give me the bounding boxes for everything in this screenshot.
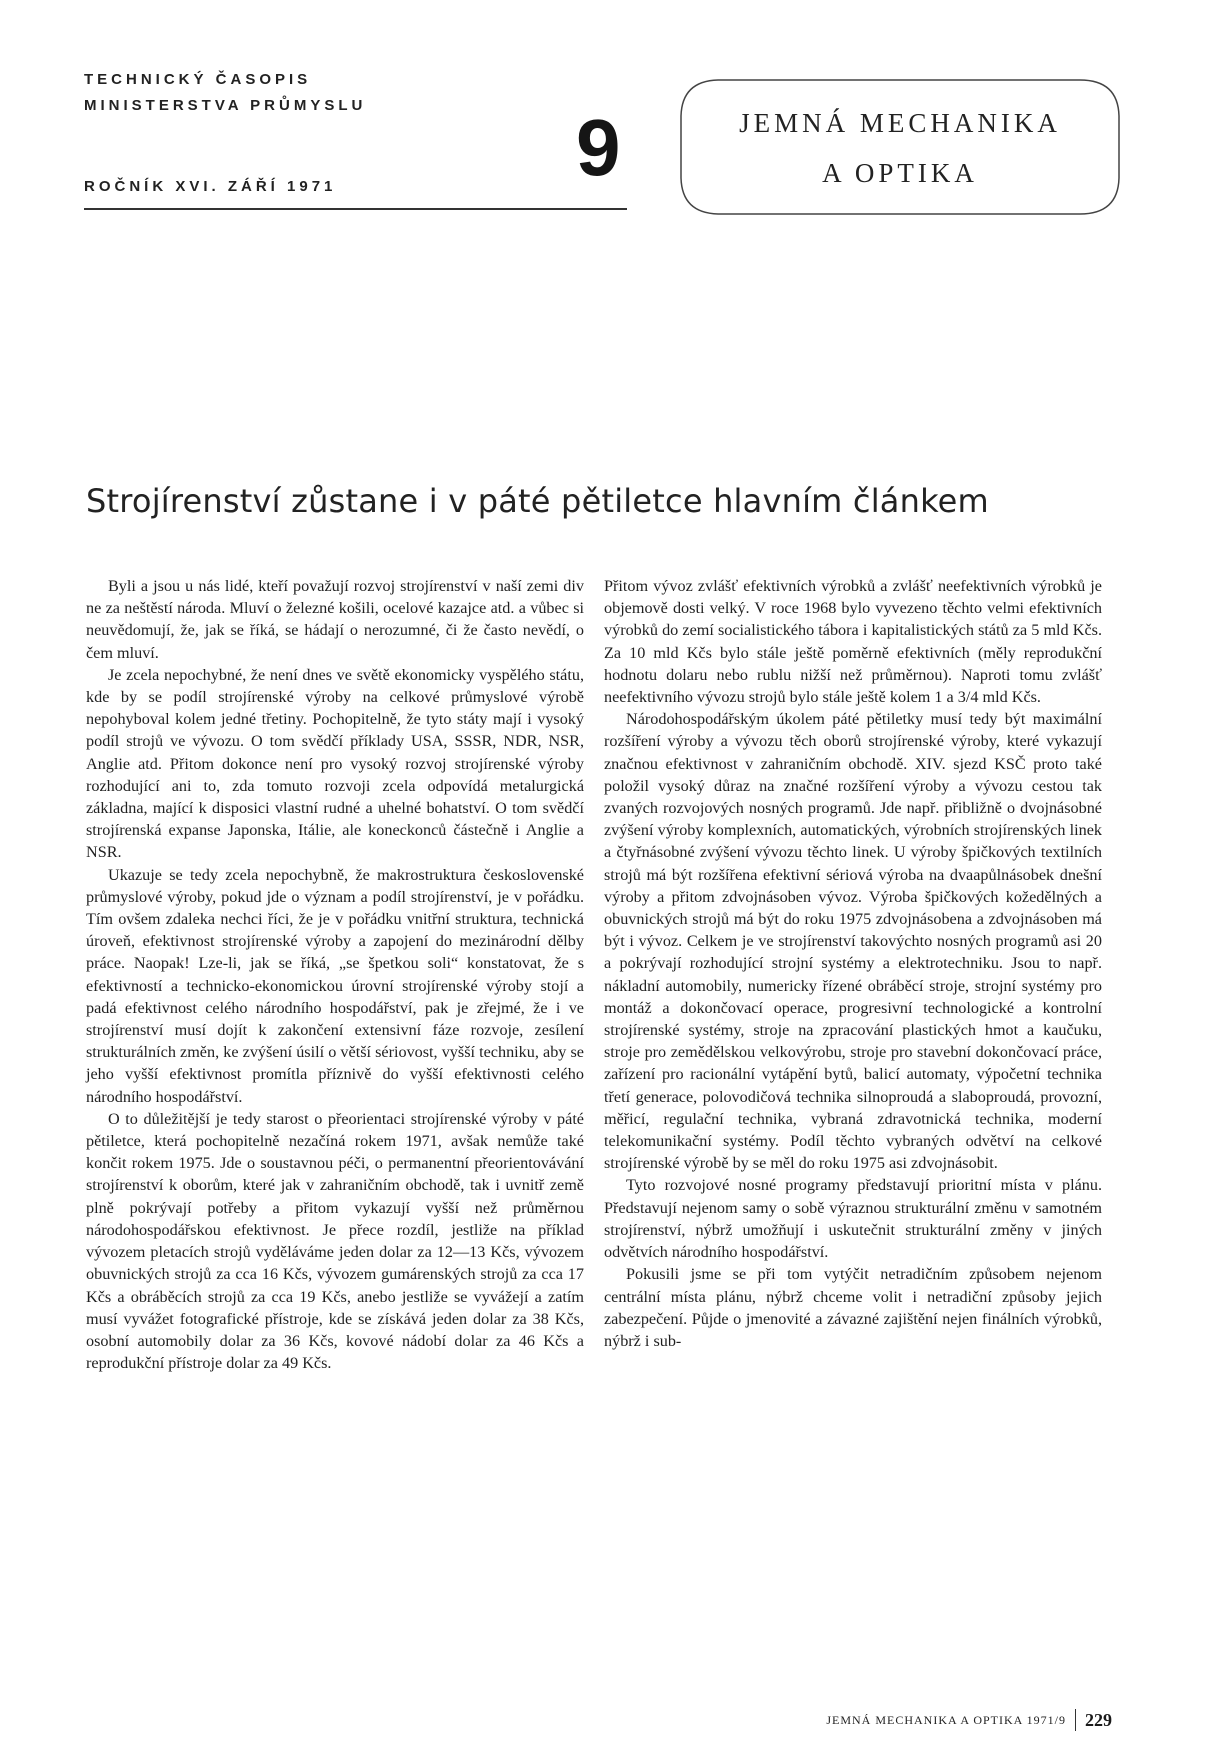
article-paragraph: Byli a jsou u nás lidé, kteří považují rozvoj strojírenství v naší zemi div ne za neštěstí národa. Mluví o železné košili, ocelové kazajce atd. a vůbec si neuvědomují, že, jak se říká, se hádají o nerozumné, či že často nevědí, o čem mluví. — [86, 577, 584, 662]
page-number: 229 — [1085, 1709, 1112, 1730]
article-paragraph: Přitom vývoz zvlášť efektivních výrobků a zvlášť neefektivních výrobků je objemově dosti velký. V roce 1968 bylo vyvezeno těchto velmi efektivních výrobků do zemí socialistického tábora i kapitalistických států za 5 mld Kčs. Za 10 mld Kčs bylo stále ještě poměrně efektivních (měly reprodukční hodnotu dolaru nebo rublu nižší než průměrnou). Naproti tomu zvlášť neefektivního vývozu strojů bylo stále ještě kolem 1 a 3/4 mld Kčs. — [604, 577, 1102, 707]
footer-journal-title: JEMNÁ MECHANIKA A OPTIKA 1971/9 — [826, 1712, 1066, 1727]
article-paragraph: O to důležitější je tedy starost o přeorientaci strojírenské výroby v páté pětiletce, která pochopitelně nezačíná rokem 1971, avšak nemůže také končit rokem 1975. Jde o soustavnou péči, o permanentní přeorientovávání strojírenství k oborům, které jak v zahraničním obchodě, tak i uvnitř země plně pokrývají potřeby a přitom vykazují vyšší než průměrnou národohospodářskou efektivnost. Je přece rozdíl, jestliže na příklad vývozem pletacích strojů vyděláváme jeden dolar za 12—13 Kčs, vývozem obuvnických strojů za cca 16 Kčs, vývozem gumárenských strojů za cca 17 Kčs a obráběcích strojů za cca 19 Kčs, anebo jestliže se vyvážejí a zatím musí vyvážet fotografické přístroje, kde se získává jeden dolar za 38 Kčs, osobní automobily dolar za 36 Kčs, kovové nádobí dolar za 46 Kčs a reprodukční přístroje dolar za 49 Kčs. — [86, 1109, 584, 1373]
journal-title-line-2: A OPTIKA — [822, 158, 978, 188]
article-paragraph: Pokusili jsme se při tom vytýčit netradičním způsobem nejenom centrální místa plánu, nýbrž chceme volit i netradiční způsoby jejich zabezpečení. Půjde o jmenovité a závazné zajištění nejen finálních výrobků, nýbrž i sub- — [604, 1265, 1102, 1350]
page-footer — [770, 1709, 1112, 1731]
masthead-line-1: TECHNICKÝ ČASOPIS — [84, 71, 312, 88]
article-column-left — [86, 575, 584, 1374]
masthead-volume-date: ROČNÍK XVI. ZÁŘÍ 1971 — [84, 178, 337, 195]
footer-divider — [1075, 1709, 1076, 1731]
article-paragraph: Je zcela nepochybné, že není dnes ve světě ekonomicky vyspělého státu, kde by se podíl strojírenské výroby na celkové průmyslové výrobě nepohyboval kolem jedné třetiny. Pochopitelně, že tyto státy mají i vysoký podíl strojů ve vývozu. O tom svědčí příklady USA, SSSR, NDR, NSR, Anglie atd. Přitom dokonce není pro vysoký rozvoj strojírenské výroby rozhodující ani to, zda tomuto rozvoji zcela odpovídá metalurgická základna, mající k disposici vlastní rudné a uhelné bohatství. O tom svědčí strojírenská expanse Japonska, Itálie, ale koneckonců částečně i Anglie a NSR. — [86, 665, 584, 862]
article-title: Strojírenství zůstane i v páté pětiletce hlavním článkem — [86, 482, 989, 520]
article-paragraph: Tyto rozvojové nosné programy představují prioritní místa v plánu. Představují nejenom samy o sobě výraznou strukturální změnu v samotném strojírenství, nýbrž umožňují i uskutečnit strukturální změny v jiných odvětvích národního hospodářství. — [604, 1176, 1102, 1262]
article-paragraph: Ukazuje se tedy zcela nepochybně, že makrostruktura československé průmyslové výroby, pokud jde o význam a podíl strojírenství, je v pořádku. Tím ovšem zdaleka nechci říci, že je v pořádku vnitřní struktura, technická úroveň, efektivnost strojírenské výroby a zapojení do mezinárodní dělby práce. Naopak! Lze-li, jak se říká, „se špetkou soli“ konstatovat, že s efektivností a technicko-ekonomickou úrovní strojírenské výroby stojí a padá efektivnost celého národního hospodářství, pak je zřejmé, že i ve strojírenství musí dojít k zakončení extensivní fáze rozvoje, zesílení strukturálních změn, ke zvýšení úsilí o větší sériovost, vyšší techniku, aby se jeho vyšší efektivnost promítla příznivě do vyšší efektivnosti celého národního hospodářství. — [86, 865, 584, 1106]
article-paragraph: Národohospodářským úkolem páté pětiletky musí tedy být maximální rozšíření výroby a vývozu těch oborů strojírenské výroby, které vykazují značnou efektivnost v zahraničním obchodě. XIV. sjezd KSČ proto také položil vysoký důraz na značné rozšíření výroby a vývozu cestou tak zvaných rozvojových nosných programů. Jde např. přibližně o dvojnásobné zvýšení výroby komplexních, automatických, výrobních strojírenských linek a čtyřnásobné zvýšení vývozu těchto linek. U výroby špičkových textilních strojů má být rozšířena efektivní sériová výroba na dvaapůlnásobek dnešní výroby a přitom zdvojnásoben vývoz. Výroba špičkových kožedělných a obuvnických strojů má být do roku 1975 zdvojnásobena a zdvojnásoben má být i vývoz. Celkem je ve strojírenství takovýchto nosných programů asi 20 a pokrývají rozhodující strojní systémy a elektrotechniku. Jsou to např. nákladní automobily, numericky řízené obráběcí stroje, strojní systémy pro montáž a dokončovací operace, progresivní technologické a kontrolní strojírenské systémy, stroje na zpracování plastických hmot a kaučuku, stroje pro zemědělskou velkovýrobu, stroje pro stavební dokončovací práce, zařízení pro racionální vytápění bytů, balicí automaty, výpočetní technika třetí generace, polovodičová technika silnoproudá a slaboproudá, provozní, měřicí, regulační technika, vybraná zdravotnická technika, moderní telekomunikační systémy. Podíl těchto vybraných odvětví na celkové strojírenské výrobě by se měl do roku 1975 asi zdvojnásobit. — [604, 710, 1102, 1173]
article-column-right — [604, 575, 1102, 1352]
header-divider — [84, 208, 627, 210]
issue-number: 9 — [576, 103, 621, 192]
masthead-line-2: MINISTERSTVA PRŮMYSLU — [84, 97, 367, 114]
journal-title-frame — [678, 78, 1122, 216]
journal-title-line-1: JEMNÁ MECHANIKA — [739, 108, 1061, 138]
